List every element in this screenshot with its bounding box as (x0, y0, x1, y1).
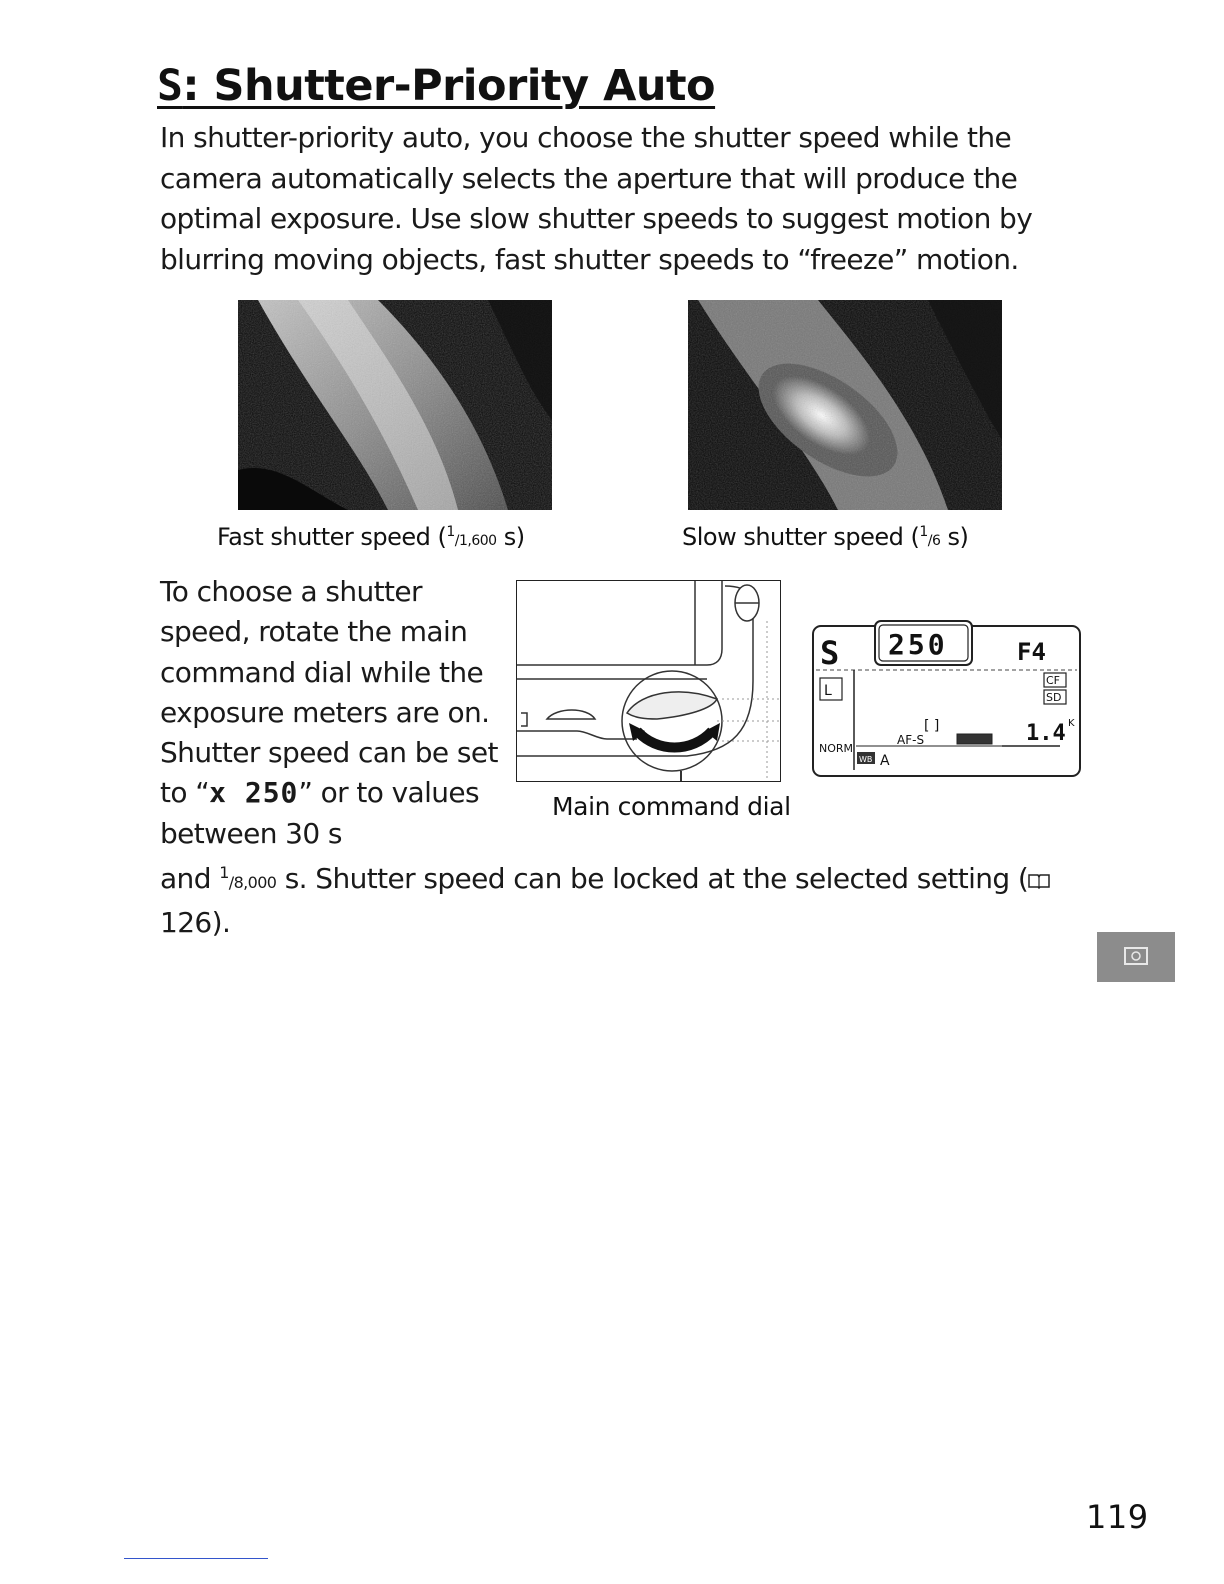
lcd-focus-mode: AF-S (897, 733, 925, 747)
control-panel-lcd (812, 620, 1082, 778)
slow-shutter-photo (688, 300, 1002, 510)
lcd-image-size: L (824, 683, 832, 699)
camera-dial-illustration (516, 580, 781, 782)
lcd-shutter-speed: 250 (888, 628, 948, 661)
lcd-wb-value: A (880, 753, 890, 769)
shooting-mode-section-tab (1097, 932, 1175, 982)
x250-display-glyph: x 250 (209, 776, 299, 810)
lcd-aperture: F4 (1017, 638, 1046, 666)
page-number: 119 (1086, 1498, 1149, 1536)
lcd-card-cf: CF (1046, 674, 1061, 687)
book-reference-icon (1028, 872, 1050, 889)
camera-icon (1097, 932, 1175, 982)
lcd-quality: NORM (819, 742, 854, 755)
footer-rule (124, 1558, 268, 1559)
instructions-text: To choose a shutter speed, rotate the main command dial while the exposure meters are on. Shutter speed can be set to “x 250” or to values between 30 s (160, 575, 498, 850)
lcd-card-sd: SD (1046, 691, 1062, 704)
instructions-text-continued: and $^1$/8,000 s. Shutter speed can be locked at the selected setting (126). (160, 853, 1120, 944)
lcd-mode: S (820, 634, 840, 672)
page-heading (157, 58, 715, 114)
main-command-dial-label: Main command dial (552, 792, 791, 821)
page-reference: 126 (160, 906, 212, 940)
fast-shutter-caption: Fast shutter speed ($^1$/1,600 s) (217, 523, 525, 551)
heading-title: : Shutter-Priority Auto (182, 61, 716, 111)
slow-shutter-caption: Slow shutter speed ($^1$/6 s) (682, 523, 969, 551)
lcd-exposures-remaining: 1.4 (1026, 721, 1066, 746)
svg-text:[ ]: [ ] (924, 718, 940, 734)
shutter-mode-symbol: S (157, 61, 183, 111)
fast-shutter-photo (238, 300, 552, 510)
intro-paragraph: In shutter-priority auto, you choose the shutter speed while the camera automatically selects the aperture that will produce the optimal exposure. Use slow shutter speeds to suggest motion by blurring moving objects, fast shutter speeds to “freeze” motion. (160, 121, 1033, 276)
lcd-white-balance: WB (859, 755, 873, 764)
lcd-exposures-unit: K (1068, 718, 1075, 729)
